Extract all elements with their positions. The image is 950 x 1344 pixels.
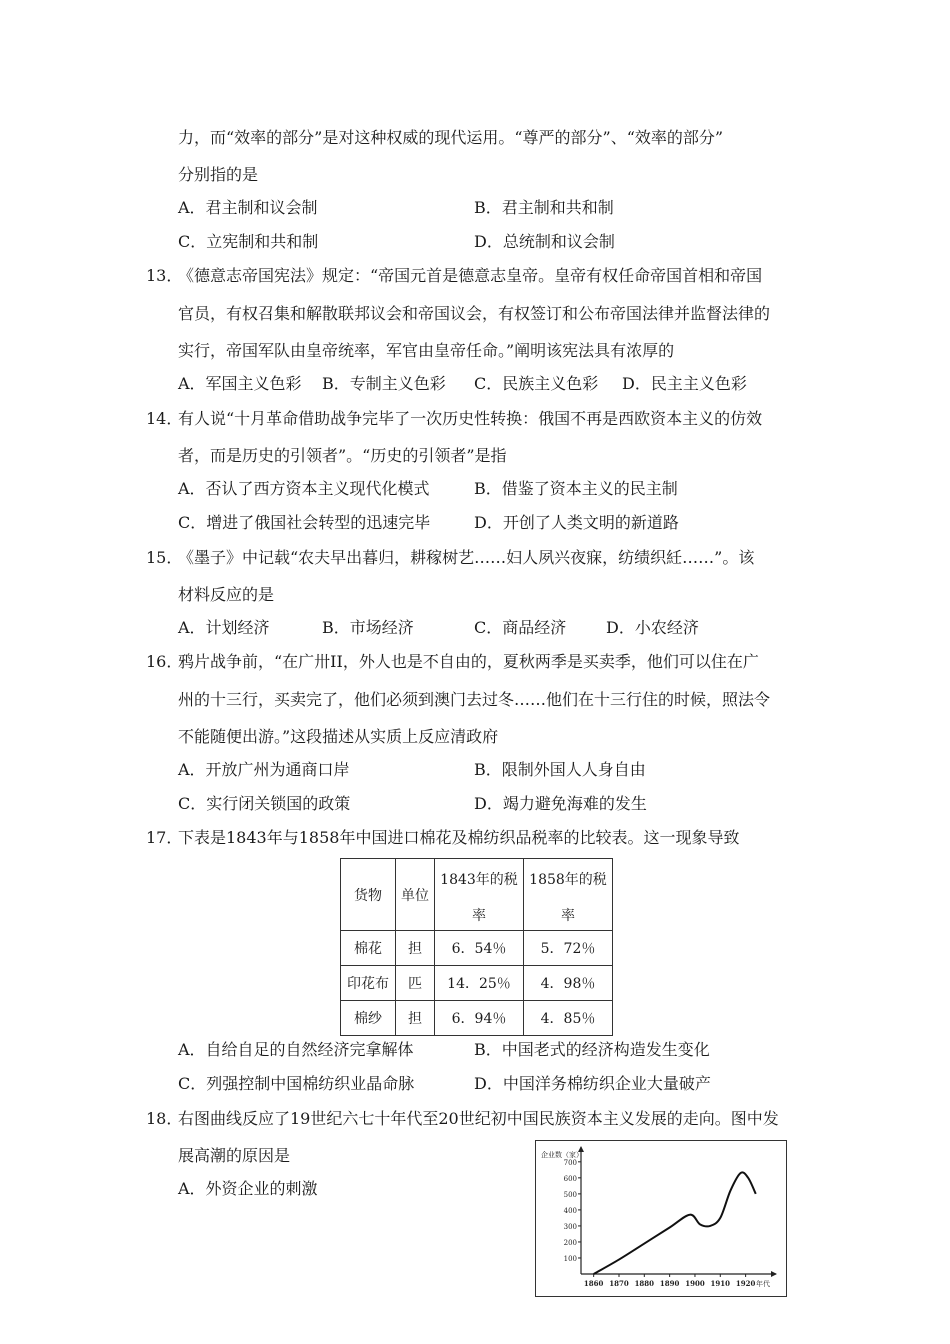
q16-option-a[interactable]: A．开放广州为通商口岸 (178, 760, 350, 779)
q17-option-a[interactable]: A．自给自足的自然经济完拿解体 (178, 1040, 414, 1059)
table-header-cell (524, 859, 613, 931)
q16-option-b[interactable]: B．限制外国人人身自由 (474, 760, 646, 779)
table-cell: 棉花 (341, 931, 396, 966)
q15-text-line1: 《墨子》中记载“农夫早出暮归，耕稼树艺……妇人夙兴夜寐，纺绩织紝……”。该 (178, 548, 755, 567)
q14-text-line1: 有人说“十月革命借助战争完毕了一次历史性转换：俄国不再是西欧资本主义的仿效 (178, 409, 763, 428)
q13-number: 13． (146, 266, 183, 285)
table-cell: 匹 (396, 966, 435, 1001)
q12-option-b[interactable]: B．君主制和共和制 (474, 198, 614, 217)
q15-option-d[interactable]: D．小农经济 (606, 618, 699, 637)
y-tick-label: 600 (563, 1174, 577, 1183)
x-tick-label: 1920 (735, 1279, 756, 1288)
x-tick-label: 1910 (710, 1279, 731, 1288)
q17-number: 17． (146, 828, 183, 847)
table-cell: 4．85％ (524, 1001, 613, 1036)
y-tick-label: 100 (563, 1254, 577, 1263)
q16-option-c[interactable]: C．实行闭关锁国的政策 (178, 794, 351, 813)
header-1843-line2: 率 (472, 907, 486, 924)
y-tick-label: 500 (563, 1190, 577, 1199)
table-header-cell (435, 859, 524, 931)
q15-option-a[interactable]: A．计划经济 (178, 618, 270, 637)
x-axis-label: 年代 (756, 1280, 770, 1288)
q12-option-c[interactable]: C．立宪制和共和制 (178, 232, 319, 251)
q13-option-b[interactable]: B．专制主义色彩 (322, 374, 446, 393)
table-cell: 14．25％ (435, 966, 524, 1001)
q13-text-line1: 《德意志帝国宪法》规定：“帝国元首是德意志皇帝。皇帝有权任命帝国首相和帝国 (178, 266, 763, 285)
y-tick-label: 400 (563, 1206, 577, 1215)
table-cell: 担 (396, 931, 435, 966)
table-cell: 棉纱 (341, 1001, 396, 1036)
enterprise-count-line (594, 1172, 756, 1274)
q15-option-c[interactable]: C．商品经济 (474, 618, 567, 637)
q17-option-c[interactable]: C．列强控制中国棉纺织业晶命脉 (178, 1074, 415, 1093)
q14-option-d[interactable]: D．开创了人类文明的新道路 (474, 513, 679, 532)
q17-text-line1: 下表是1843年与1858年中国进口棉花及棉纺织品税率的比较表。这一现象导致 (178, 828, 740, 847)
table-row (341, 1001, 613, 1036)
x-tick-label: 1880 (634, 1279, 655, 1288)
table-header-row (341, 859, 613, 931)
table-cell: 4．98％ (524, 966, 613, 1001)
q15-text-line2: 材料反应的是 (178, 585, 275, 604)
q18-text-line2: 展高潮的原因是 (178, 1146, 291, 1165)
x-axis-arrow (771, 1271, 777, 1277)
q14-number: 14． (146, 409, 183, 428)
x-tick-label: 1860 (583, 1279, 604, 1288)
x-tick-label: 1890 (659, 1279, 680, 1288)
q14-option-c[interactable]: C．增进了俄国社会转型的迅速完毕 (178, 513, 431, 532)
y-tick-label: 300 (563, 1222, 577, 1231)
q16-number: 16． (146, 652, 183, 671)
table-row (341, 931, 613, 966)
x-tick-label: 1900 (685, 1279, 705, 1288)
q12-option-a[interactable]: A．君主制和议会制 (178, 198, 318, 217)
y-axis-label: 企业数（家） (541, 1151, 583, 1159)
table-header-cell: 单位 (396, 859, 435, 931)
q16-text-line1: 鸦片战争前，“在广卅II，外人也是不自由的，夏秋两季是买卖季，他们可以住在广 (178, 652, 759, 671)
q16-text-line2: 州的十三行，买卖完了，他们必须到澳门去过冬……他们在十三行住的时候，照法令 (178, 690, 771, 709)
table-cell: 5．72％ (524, 931, 613, 966)
q13-option-a[interactable]: A．军国主义色彩 (178, 374, 302, 393)
q14-option-a[interactable]: A．否认了西方资本主义现代化模式 (178, 479, 430, 498)
q15-number: 15． (146, 548, 183, 567)
q18-text-line1: 右图曲线反应了19世纪六七十年代至20世纪初中国民族资本主义发展的走向。图中发 (178, 1109, 779, 1128)
q13-option-d[interactable]: D．民主主义色彩 (622, 374, 747, 393)
q16-text-line3: 不能随便出游。”这段描述从实质上反应清政府 (178, 727, 499, 746)
q13-text-line3: 实行，帝国军队由皇帝统率，军官由皇帝任命。”阐明该宪法具有浓厚的 (178, 341, 675, 360)
table-header-cell: 货物 (341, 859, 396, 931)
x-tick-label: 1870 (609, 1279, 629, 1288)
y-tick-label: 700 (563, 1158, 577, 1167)
y-tick-label: 200 (563, 1238, 577, 1247)
table-cell: 6．94％ (435, 1001, 524, 1036)
table-cell: 担 (396, 1001, 435, 1036)
q18-number: 18． (146, 1109, 183, 1128)
enterprise-count-chart (535, 1140, 787, 1297)
q17-option-d[interactable]: D．中国洋务棉纺织企业大量破产 (474, 1074, 711, 1093)
header-1858-line1: 1858年的税 (529, 871, 607, 888)
q12-text-line1: 力，而“效率的部分”是对这种权威的现代运用。“尊严的部分”、“效率的部分” (178, 128, 724, 147)
chart-svg (536, 1141, 786, 1296)
header-1843-line1: 1843年的税 (440, 871, 518, 888)
q18-option-a[interactable]: A．外资企业的刺激 (178, 1179, 318, 1198)
q16-option-d[interactable]: D．竭力避免海难的发生 (474, 794, 647, 813)
table-cell: 6．54％ (435, 931, 524, 966)
q14-text-line2: 者，而是历史的引领者”。“历史的引领者”是指 (178, 446, 507, 465)
q13-option-c[interactable]: C．民族主义色彩 (474, 374, 599, 393)
q12-option-d[interactable]: D．总统制和议会制 (474, 232, 615, 251)
table-cell: 印花布 (341, 966, 396, 1001)
q12-text-line2: 分别指的是 (178, 165, 259, 184)
header-1858-line2: 率 (561, 907, 575, 924)
q17-option-b[interactable]: B．中国老式的经济构造发生变化 (474, 1040, 710, 1059)
q13-text-line2: 官员，有权召集和解散联邦议会和帝国议会，有权签订和公布帝国法律并监督法律的 (178, 304, 771, 323)
q15-option-b[interactable]: B．市场经济 (322, 618, 414, 637)
tariff-table (340, 858, 613, 1036)
q14-option-b[interactable]: B．借鉴了资本主义的民主制 (474, 479, 678, 498)
table-row (341, 966, 613, 1001)
